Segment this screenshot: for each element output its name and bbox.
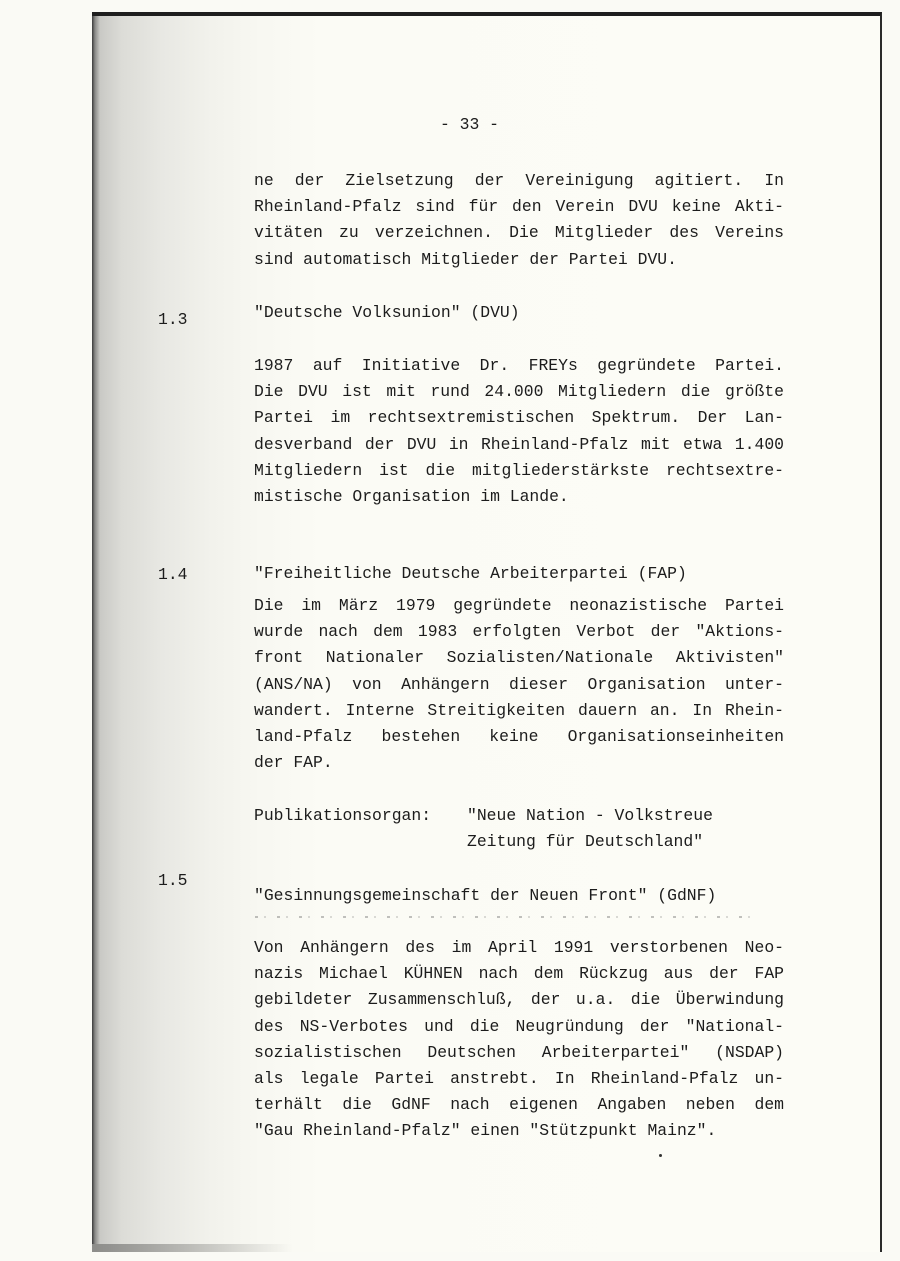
text-line: ne der Zielsetzung der Vereinigung agitiert. In — [254, 171, 784, 190]
text-line: Von Anhängern des im April 1991 verstorbenen Neo- — [254, 938, 784, 957]
section-heading: "Freiheitliche Deutsche Arbeiterpartei (FAP) — [254, 564, 687, 583]
text-line: als legale Partei anstrebt. In Rheinland-Pfalz un- — [254, 1068, 784, 1088]
text-line: sozialistischen Deutschen Arbeiterpartei" (NSDAP) — [254, 1042, 784, 1062]
text-line: mistische Organisation im Lande. — [254, 486, 569, 506]
text-line: sind automatisch Mitglieder der Partei DVU. — [254, 249, 677, 269]
text-line: nazis Michael KÜHNEN nach dem Rückzug aus der FAP — [254, 964, 784, 984]
publication-label: Publikationsorgan: — [254, 806, 432, 825]
text-line: vitäten zu verzeichnen. Die Mitglieder des Vereins — [254, 223, 784, 243]
section-number: 1.4 — [158, 565, 188, 584]
intro-paragraph — [254, 168, 784, 273]
text-line: Die DVU ist mit rund 24.000 Mitgliedern die größte — [254, 382, 784, 402]
section-paragraph — [254, 353, 784, 510]
text-line: front Nationaler Sozialisten/Nationale Aktivisten" — [254, 648, 784, 668]
scan-speck — [659, 1154, 662, 1157]
publication-value: "Neue Nation - Volkstreue — [467, 806, 713, 825]
section-heading: "Gesinnungsgemeinschaft der Neuen Front" (GdNF) — [254, 886, 717, 905]
text-line: terhält die GdNF nach eigenen Angaben neben dem — [254, 1095, 784, 1115]
text-line: Rheinland-Pfalz sind für den Verein DVU keine Akti- — [254, 197, 784, 217]
section-paragraph — [254, 593, 784, 776]
text-line: wandert. Interne Streitigkeiten dauern an. In Rhein- — [254, 700, 784, 720]
text-line: wurde nach dem 1983 erfolgten Verbot der "Aktions- — [254, 622, 784, 642]
text-line: (ANS/NA) von Anhängern dieser Organisation unter- — [254, 674, 784, 694]
text-line: des NS-Verbotes und die Neugründung der "National- — [254, 1016, 784, 1036]
section-heading: "Deutsche Volksunion" (DVU) — [254, 303, 520, 322]
text-line: 1987 auf Initiative Dr. FREYs gegründete Partei. — [254, 356, 784, 375]
publication-value: Zeitung für Deutschland" — [467, 832, 704, 851]
text-line: Mitgliedern ist die mitgliederstärkste rechtsextre- — [254, 460, 784, 480]
text-line: Die im März 1979 gegründete neonazistische Partei — [254, 596, 784, 615]
text-line: "Gau Rheinland-Pfalz" einen "Stützpunkt Mainz". — [254, 1121, 717, 1141]
section-number: 1.3 — [158, 310, 188, 329]
section-number: 1.5 — [158, 871, 188, 890]
text-line: Partei im rechtsextremistischen Spektrum. Der Lan- — [254, 408, 784, 428]
page-number: - 33 - — [440, 115, 500, 134]
text-line: desverband der DVU in Rheinland-Pfalz mit etwa 1.400 — [254, 434, 784, 454]
text-line: land-Pfalz bestehen keine Organisationseinheiten — [254, 726, 784, 746]
text-line: der FAP. — [254, 753, 333, 773]
text-line: gebildeter Zusammenschluß, der u.a. die Überwindung — [254, 990, 784, 1010]
scan-artifact — [255, 916, 755, 918]
section-paragraph — [254, 935, 784, 1145]
